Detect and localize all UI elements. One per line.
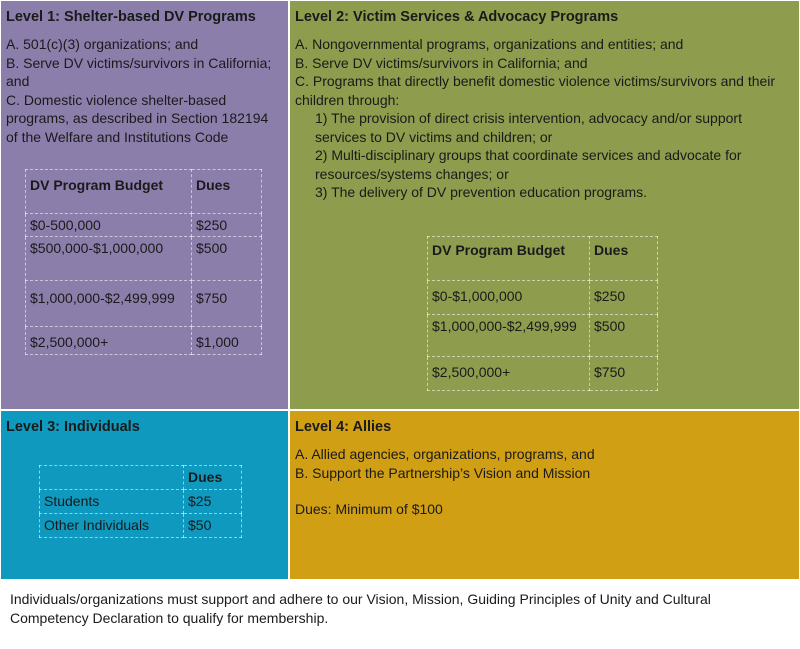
level-3-dues-table [39, 465, 242, 538]
level-2-dues-table [427, 236, 658, 391]
dues-cell: $500 [192, 237, 262, 281]
table-row [428, 357, 658, 391]
budget-cell: $500,000-$1,000,000 [26, 237, 192, 281]
level-4-dues: Dues: Minimum of $100 [295, 501, 443, 517]
level-4-section [289, 410, 800, 580]
dues-cell: $500 [590, 315, 658, 357]
dues-cell: $750 [590, 357, 658, 391]
level-2-title: Level 2: Victim Services & Advocacy Programs [295, 9, 619, 25]
category-cell: Other Individuals [40, 514, 184, 538]
level-2-subcriterion-2: 2) Multi-disciplinary groups that coordinate services and advocate for resources/systems changes; or [315, 147, 742, 182]
level-3-title: Level 3: Individuals [6, 419, 140, 435]
level-1-criterion-c: C. Domestic violence shelter-based programs, as described in Section 182194 of the Welfare and Institutions Code [6, 91, 269, 145]
table-header-budget: DV Program Budget [26, 170, 192, 214]
dues-cell: $250 [590, 281, 658, 315]
level-1-title: Level 1: Shelter-based DV Programs [6, 9, 256, 25]
level-2-criterion-c: C. Programs that directly benefit domestic violence victims/survivors and their children through: [295, 73, 776, 108]
category-cell: Students [40, 490, 184, 514]
table-row [40, 514, 242, 538]
budget-cell: $2,500,000+ [26, 327, 192, 355]
level-3-section [0, 410, 289, 580]
level-4-criterion-a: A. Allied agencies, organizations, programs, and [295, 446, 595, 462]
membership-footnote: Individuals/organizations must support and adhere to our Vision, Mission, Guiding Principles of Unity and Cultural Competency Declaration to qualify for membership. [10, 591, 711, 626]
table-header-category [40, 466, 184, 490]
table-header-dues: Dues [590, 237, 658, 281]
table-row [26, 214, 262, 237]
table-header-dues: Dues [184, 466, 242, 490]
budget-cell: $2,500,000+ [428, 357, 590, 391]
table-row [26, 281, 262, 327]
budget-cell: $1,000,000-$2,499,999 [26, 281, 192, 327]
level-2-subcriterion-1: 1) The provision of direct crisis intervention, advocacy and/or support services to DV victims and children; or [315, 110, 742, 145]
table-header-dues: Dues [192, 170, 262, 214]
dues-cell: $250 [192, 214, 262, 237]
level-1-dues-table [25, 169, 262, 355]
level-1-section [0, 0, 289, 410]
level-4-criterion-b: B. Support the Partnership’s Vision and Mission [295, 464, 591, 481]
table-row [428, 281, 658, 315]
level-2-criterion-b: B. Serve DV victims/survivors in California; and [295, 54, 588, 71]
level-4-title: Level 4: Allies [295, 419, 392, 435]
table-row [40, 490, 242, 514]
budget-cell: $0-500,000 [26, 214, 192, 237]
level-2-subcriterion-3: 3) The delivery of DV prevention education programs. [315, 184, 648, 200]
level-2-criterion-a: A. Nongovernmental programs, organizations and entities; and [295, 36, 684, 52]
level-2-section [289, 0, 800, 410]
table-row [428, 315, 658, 357]
table-row [26, 327, 262, 355]
budget-cell: $1,000,000-$2,499,999 [428, 315, 590, 357]
table-header-budget: DV Program Budget [428, 237, 590, 281]
dues-cell: $25 [184, 490, 242, 514]
budget-cell: $0-$1,000,000 [428, 281, 590, 315]
dues-cell: $50 [184, 514, 242, 538]
level-1-criterion-a: A. 501(c)(3) organizations; and [6, 36, 199, 52]
dues-cell: $1,000 [192, 327, 262, 355]
table-row [26, 237, 262, 281]
dues-cell: $750 [192, 281, 262, 327]
level-1-criterion-b: B. Serve DV victims/survivors in California; and [6, 54, 272, 89]
